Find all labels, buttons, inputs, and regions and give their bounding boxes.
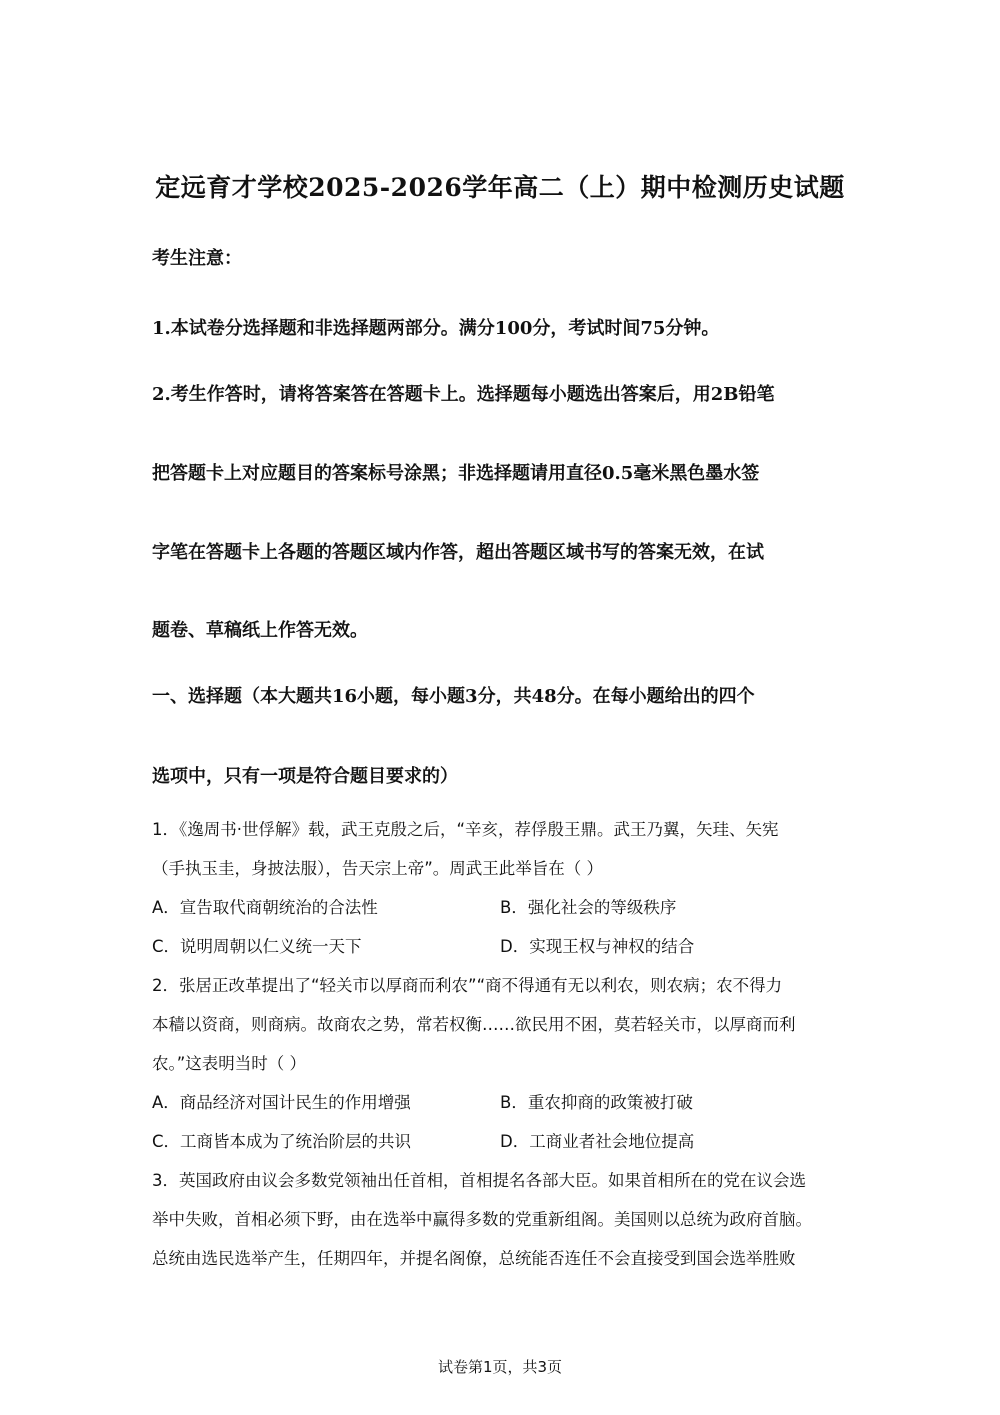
question-2-option-b: B．重农抑商的政策被打破	[500, 1093, 693, 1112]
section-heading-line-2: 选项中，只有一项是符合题目要求的）	[152, 766, 458, 787]
question-2-line-1: 2．张居正改革提出了“轻关市以厚商而利农”“商不得通有无以利农，则农病；农不得力	[152, 976, 783, 995]
question-3-line-3: 总统由选民选举产生，任期四年，并提名阁僚，总统能否连任不会直接受到国会选举胜败	[152, 1249, 796, 1268]
notice-line-5: 题卷、草稿纸上作答无效。	[152, 620, 368, 641]
question-1-option-a: A．宣告取代商朝统治的合法性	[152, 898, 378, 917]
question-3-line-1: 3．英国政府由议会多数党领袖出任首相，首相提名各部大臣。如果首相所在的党在议会选	[152, 1171, 806, 1190]
notice-line-1: 1.本试卷分选择题和非选择题两部分。满分100分，考试时间75分钟。	[152, 318, 720, 339]
section-heading-line-1: 一、选择题（本大题共16小题，每小题3分，共48分。在每小题给出的四个	[152, 686, 755, 707]
notice-line-2: 2.考生作答时，请将答案答在答题卡上。选择题每小题选出答案后，用2B铅笔	[152, 384, 775, 405]
page-title: 定远育才学校2025-2026学年高二（上）期中检测历史试题	[155, 173, 845, 202]
notice-line-4: 字笔在答题卡上各题的答题区域内作答，超出答题区域书写的答案无效，在试	[152, 542, 764, 563]
question-2-option-d: D．工商业者社会地位提高	[500, 1132, 695, 1151]
notice-line-3: 把答题卡上对应题目的答案标号涂黑；非选择题请用直径0.5毫米黑色墨水签	[152, 463, 760, 484]
question-1-option-b: B．强化社会的等级秩序	[500, 898, 677, 917]
question-2-option-a: A．商品经济对国计民生的作用增强	[152, 1093, 411, 1112]
question-1-option-d: D．实现王权与神权的结合	[500, 937, 695, 956]
notice-heading: 考生注意：	[152, 248, 242, 269]
question-2-option-c: C．工商皆本成为了统治阶层的共识	[152, 1132, 412, 1151]
question-2-line-2: 本穑以资商，则商病。故商农之势，常若权衡……欲民用不困，莫若轻关市，以厚商而利	[152, 1015, 796, 1034]
question-1-option-c: C．说明周朝以仁义统一天下	[152, 937, 362, 956]
page-footer: 试卷第1页，共3页	[437, 1358, 563, 1376]
question-1-line-2: （手执玉圭，身披法服），告天宗上帝”。周武王此举旨在（ ）	[152, 859, 604, 878]
question-2-line-3: 农。”这表明当时（ ）	[152, 1054, 307, 1073]
question-1-line-1: 1．《逸周书·世俘解》载，武王克殷之后，“辛亥，荐俘殷王鼎。武王乃翼，矢珪、矢宪	[152, 820, 779, 839]
question-3-line-2: 举中失败，首相必须下野，由在选举中赢得多数的党重新组阁。美国则以总统为政府首脑。	[152, 1210, 812, 1229]
